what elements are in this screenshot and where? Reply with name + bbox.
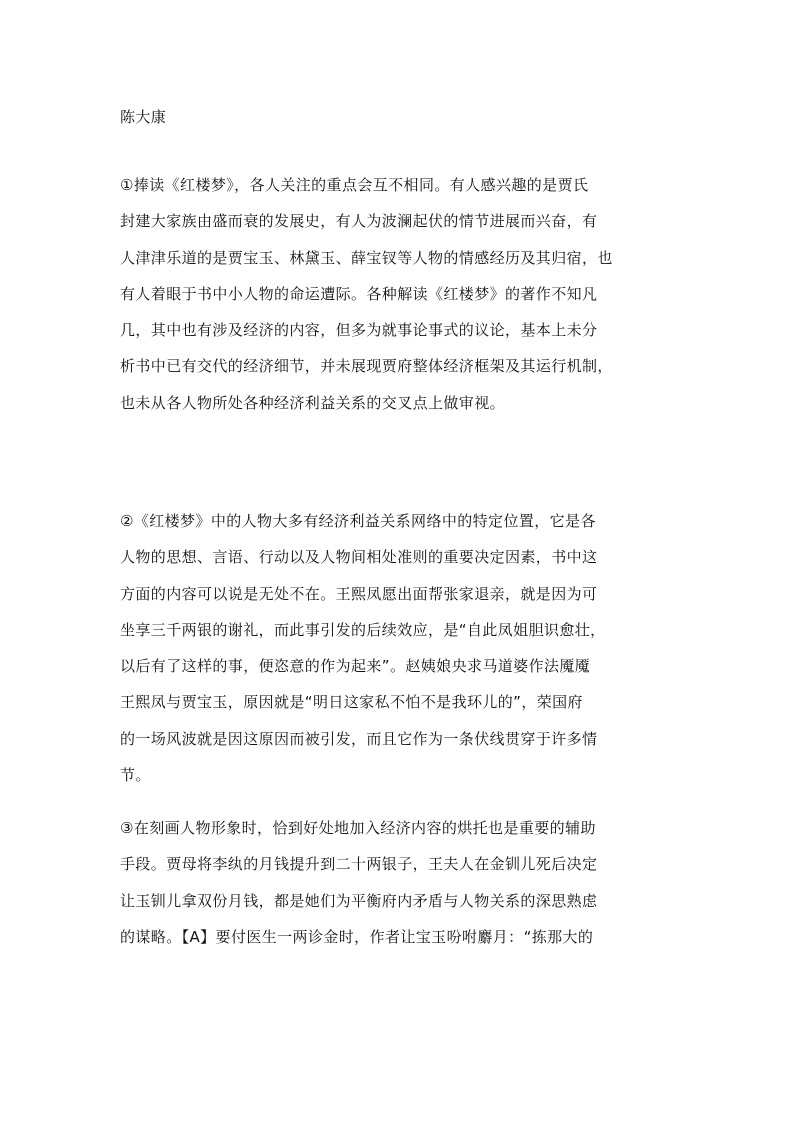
- paragraph-2: [120, 509, 685, 799]
- paragraph-line: 以后有了这样的事，便恣意的作为起来”。赵姨娘央求马道婆作法魇魇: [120, 657, 591, 676]
- paragraph-line: 有人着眼于书中小人物的命运遭际。各种解读《红楼梦》的著作不知凡: [120, 284, 598, 303]
- paragraph-line: ②《红楼梦》中的人物大多有经济利益关系网络中的特定位置，它是各: [120, 512, 596, 530]
- paragraph-line: 的一场风波就是因这原因而被引发，而且它作为一条伏线贯穿于许多情: [120, 729, 598, 748]
- paragraph-line: 坐享三千两银的谢礼，而此事引发的后续效应，是“自此凤姐胆识愈壮，: [120, 620, 606, 639]
- paragraph-line: 人津津乐道的是贾宝玉、林黛玉、薛宝钗等人物的情感经历及其归宿，也: [120, 248, 613, 267]
- paragraph-line: 人物的思想、言语、行动以及人物间相处准则的重要决定因素，书中这: [120, 548, 598, 567]
- paragraph-line: 方面的内容可以说是无处不在。王熙凤愿出面帮张家退亲，就是因为可: [120, 584, 598, 603]
- paragraph-line: ①捧读《红楼梦》，各人关注的重点会互不相同。有人感兴趣的是贾氏: [120, 176, 589, 194]
- paragraph-line: 王熙凤与贾宝玉，原因就是“明日这家私不怕不是我环儿的”，荣国府: [120, 693, 583, 712]
- paragraph-1: [120, 173, 685, 427]
- paragraph-line: 让玉钏儿拿双份月钱，都是她们为平衡府内矛盾与人物关系的深思熟虑: [120, 891, 598, 910]
- paragraph-line: ③在刻画人物形象时，恰到好处地加入经济内容的烘托也是重要的辅助: [120, 819, 596, 837]
- paragraph-line: 手段。贾母将李纨的月钱提升到二十两银子，王夫人在金钏儿死后决定: [120, 855, 598, 874]
- paragraph-line: 几，其中也有涉及经济的内容，但多为就事论事式的议论，基本上未分: [120, 321, 598, 340]
- paragraph-line: 析书中已有交代的经济细节，并未展现贾府整体经济框架及其运行机制，: [120, 357, 613, 376]
- paragraph-line: 节。: [120, 766, 151, 785]
- paragraph-line: 的谋略。【A】要付医生一两诊金时，作者让宝玉吩咐麝月：“拣那大的: [120, 927, 594, 946]
- paragraph-line: 封建大家族由盛而衰的发展史，有人为波澜起伏的情节进展而兴奋，有: [120, 212, 598, 231]
- paragraph-line: 也未从各人物所处各种经济利益关系的交叉点上做审视。: [120, 393, 506, 412]
- paragraph-3: [120, 816, 685, 961]
- author-name: 陈大康: [120, 108, 167, 126]
